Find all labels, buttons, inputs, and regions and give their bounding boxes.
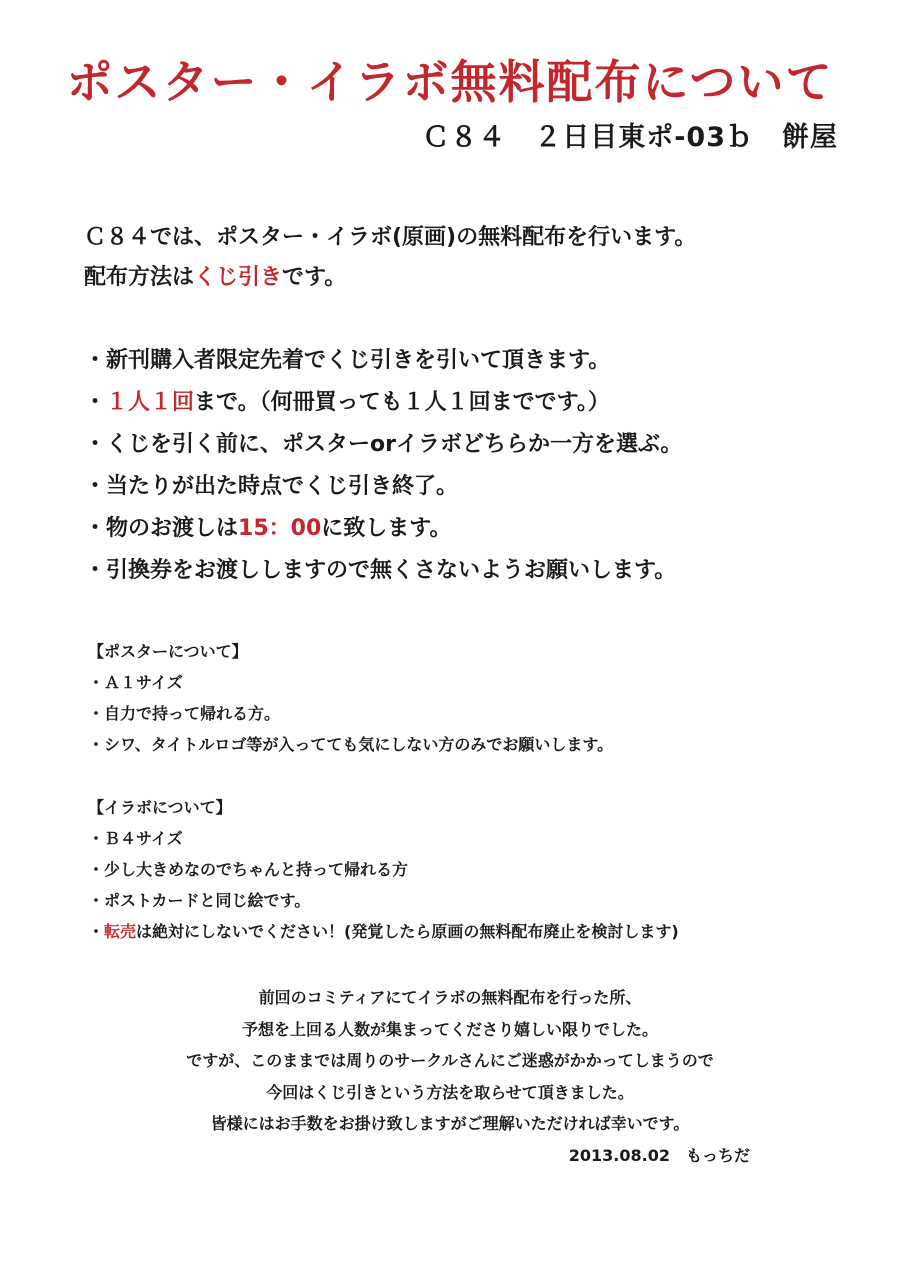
list-item: ・シワ、タイトルロゴ等が入ってても気にしない方のみでお願いします。 xyxy=(88,735,614,754)
list-item: ・ポストカードと同じ絵です。 xyxy=(88,891,311,910)
closing-line: 前回のコミティアにてイラボの無料配布を行った所、 xyxy=(258,988,642,1007)
list-item: ・自力で持って帰れる方。 xyxy=(88,704,281,723)
poster-section xyxy=(88,636,613,760)
page-title: ポスター・イラボ無料配布について xyxy=(66,55,834,109)
circle-info: Ｃ８４ ２日目東ポ-03ｂ 餅屋 xyxy=(422,122,838,153)
list-text: は絶対にしないでください！(発覚したら原画の無料配布廃止を検討します) xyxy=(136,922,679,941)
irabo-section-heading: 【イラボについて】 xyxy=(88,798,232,817)
intro-block xyxy=(84,218,696,298)
list-item: ・少し大きめなのでちゃんと持って帰れる方 xyxy=(88,860,409,879)
time-highlight: 15：00 xyxy=(238,516,322,541)
rule-text: ・物のお渡しは xyxy=(84,516,239,541)
rule-item: ・当たりが出た時点でくじ引き終了。 xyxy=(84,474,459,499)
poster-section-heading: 【ポスターについて】 xyxy=(88,642,248,661)
irabo-section xyxy=(88,792,679,947)
closing-line: 皆様にはお手数をお掛け致しますがご理解いただければ幸いです。 xyxy=(210,1114,690,1133)
intro-line-2 xyxy=(84,258,696,298)
rule-item xyxy=(84,382,682,424)
intro-line-2-prefix: 配布方法は xyxy=(84,265,195,290)
list-item: ・Ｂ４サイズ xyxy=(88,829,183,848)
poster-details-list xyxy=(88,667,613,760)
intro-line-1: Ｃ８４では、ポスター・イラボ(原画)の無料配布を行います。 xyxy=(84,225,697,250)
resale-highlight: 転売 xyxy=(104,922,137,941)
list-item xyxy=(88,916,679,947)
intro-line-2-suffix: です。 xyxy=(282,265,347,290)
irabo-details-list xyxy=(88,823,679,947)
closing-line: 予想を上回る人数が集まってくださり嬉しい限りでした。 xyxy=(241,1019,658,1039)
closing-line: 今回はくじ引きという方法を取らせて頂きました。 xyxy=(266,1082,634,1102)
rules-list xyxy=(84,340,682,592)
signature: 2013.08.02 もっちだ xyxy=(568,1146,750,1165)
rule-item xyxy=(84,508,682,550)
rule-bullet: ・ xyxy=(84,390,107,415)
rule-item: ・くじを引く前に、ポスターorイラボどちらか一方を選ぶ。 xyxy=(84,432,683,457)
lottery-highlight: くじ引き xyxy=(194,265,283,290)
rule-text: まで。（何冊買っても１人１回までです。） xyxy=(194,390,610,415)
rule-item: ・引換券をお渡ししますので無くさないようお願いします。 xyxy=(84,558,677,583)
rule-item: ・新刊購入者限定先着でくじ引きを引いて頂きます。 xyxy=(84,348,611,373)
one-per-person-highlight: １人１回 xyxy=(106,390,195,415)
list-item: ・Ａ１サイズ xyxy=(88,673,183,692)
closing-message xyxy=(0,982,900,1140)
list-bullet: ・ xyxy=(88,922,105,941)
rule-text: に致します。 xyxy=(321,516,452,541)
closing-line: ですが、このままでは周りのサークルさんにご迷惑がかかってしまうので xyxy=(186,1051,714,1070)
